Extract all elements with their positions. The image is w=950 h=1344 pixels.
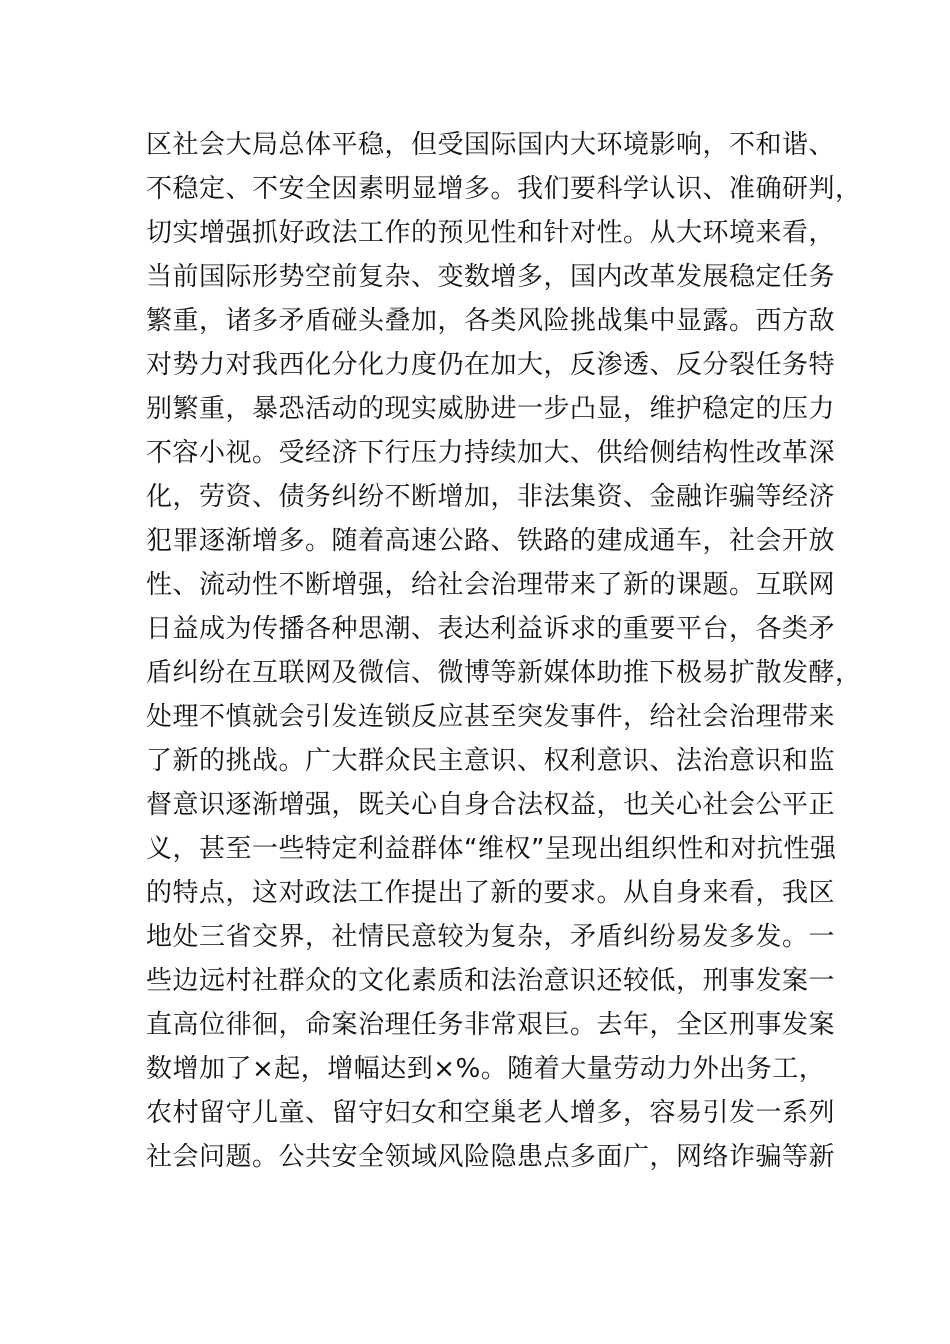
- text-line: 直高位徘徊，命案治理任务非常艰巨。去年，全区刑事发案: [146, 1010, 836, 1040]
- text-line: 社会问题。公共安全领域风险隐患点多面广，网络诈骗等新: [146, 1142, 836, 1172]
- text-line: 义，甚至一些特定利益群体“维权”呈现出组织性和对抗性强: [146, 834, 837, 864]
- text-line: 性、流动性不断增强，给社会治理带来了新的课题。互联网: [146, 570, 836, 600]
- text-line: 处理不慎就会引发连锁反应甚至突发事件，给社会治理带来: [146, 702, 836, 732]
- text-line: 地处三省交界，社情民意较为复杂，矛盾纠纷易发多发。一: [146, 922, 836, 952]
- text-line: 区社会大局总体平稳，但受国际国内大环境影响，不和谐、: [146, 130, 836, 160]
- text-line: 数增加了×起，增幅达到×%。随着大量劳动力外出务工，: [146, 1054, 826, 1084]
- text-line: 日益成为传播各种思潮、表达利益诉求的重要平台，各类矛: [146, 614, 836, 644]
- text-line: 不容小视。受经济下行压力持续加大、供给侧结构性改革深: [146, 438, 836, 468]
- text-line: 化，劳资、债务纠纷不断增加，非法集资、金融诈骗等经济: [146, 482, 836, 512]
- text-line: 不稳定、不安全因素明显增多。我们要科学认识、准确研判，: [146, 174, 862, 204]
- text-line: 农村留守儿童、留守妇女和空巢老人增多，容易引发一系列: [146, 1098, 836, 1128]
- text-line: 繁重，诸多矛盾碰头叠加，各类风险挑战集中显露。西方敌: [146, 306, 836, 336]
- text-line: 盾纠纷在互联网及微信、微博等新媒体助推下极易扩散发酵，: [146, 658, 862, 688]
- text-line: 当前国际形势空前复杂、变数增多，国内改革发展稳定任务: [146, 262, 836, 292]
- text-line: 些边远村社群众的文化素质和法治意识还较低，刑事发案一: [146, 966, 836, 996]
- text-line: 督意识逐渐增强，既关心自身合法权益，也关心社会公平正: [146, 790, 836, 820]
- text-line: 了新的挑战。广大群众民主意识、权利意识、法治意识和监: [146, 746, 836, 776]
- text-line: 别繁重，暴恐活动的现实威胁进一步凸显，维护稳定的压力: [146, 394, 836, 424]
- text-line: 切实增强抓好政法工作的预见性和针对性。从大环境来看，: [146, 218, 836, 248]
- text-line: 对势力对我西化分化力度仍在加大，反渗透、反分裂任务特: [146, 350, 836, 380]
- body-paragraph: [146, 123, 862, 1179]
- text-line: 的特点，这对政法工作提出了新的要求。从自身来看，我区: [146, 878, 836, 908]
- text-line: 犯罪逐渐增多。随着高速公路、铁路的建成通车，社会开放: [146, 526, 836, 556]
